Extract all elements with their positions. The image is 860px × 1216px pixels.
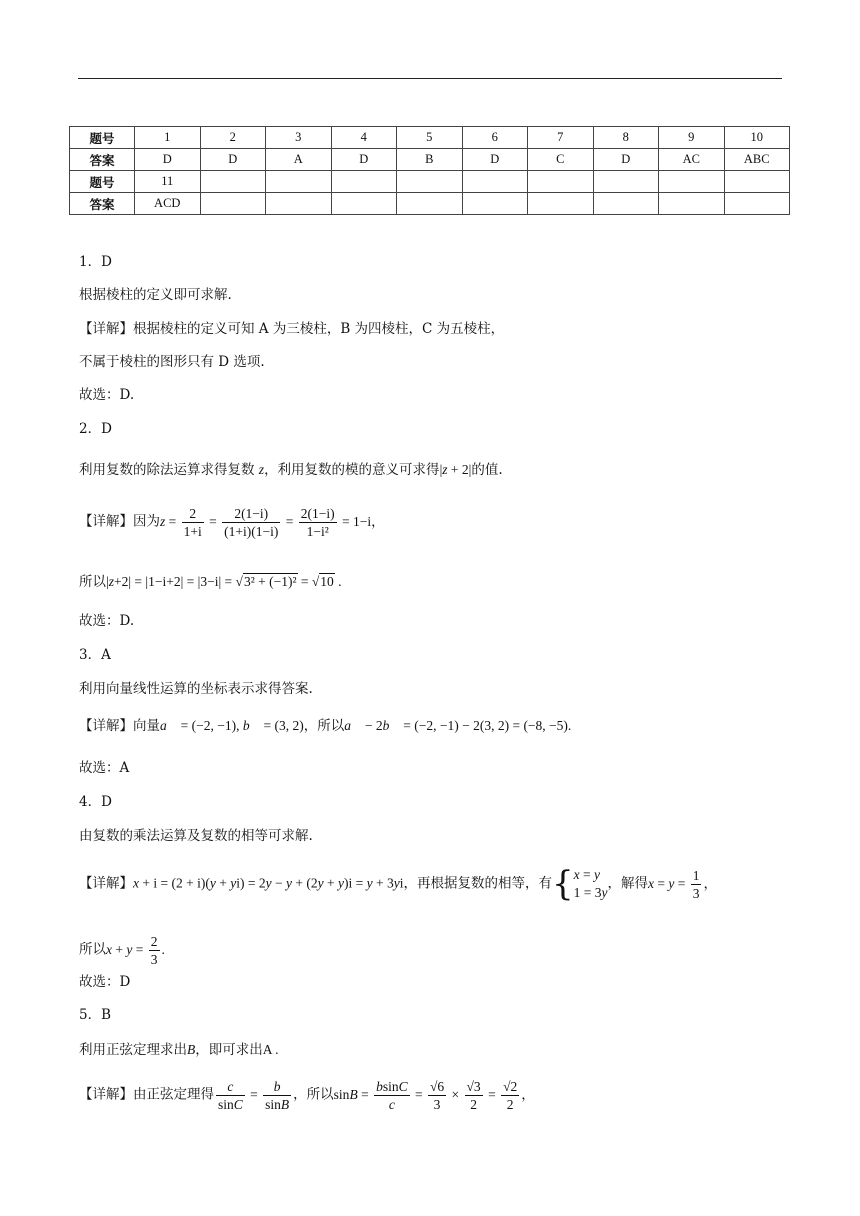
cell [462, 171, 528, 193]
cell: 5 [397, 127, 463, 149]
detail-text: ，再根据复数的相等，有 [403, 875, 552, 892]
q1-heading: 1．D [79, 254, 112, 270]
hint-text: 的值. [471, 462, 503, 478]
cell: D [135, 149, 201, 171]
cell [200, 171, 266, 193]
row-label: 题号 [70, 171, 135, 193]
q4-choose: 故选：D [79, 974, 131, 990]
hint-text: ，利用复数的模的意义可求得 [264, 462, 440, 478]
q1-detail [79, 320, 504, 338]
q1-detail-2: 不属于棱柱的图形只有 D 选项. [79, 354, 265, 370]
cell: D [593, 149, 659, 171]
detail-text: 由正弦定理得 [133, 1086, 214, 1103]
detail-tag: 【详解】 [79, 1086, 133, 1103]
cell: 2 [200, 127, 266, 149]
q2-heading: 2．D [79, 421, 112, 437]
q3-choose: 故选：A [79, 760, 130, 776]
math-expression: x = y = $\frac{1}{3}$ ， [647, 867, 717, 901]
cell [266, 171, 332, 193]
answer-table [69, 126, 790, 215]
cell: ABC [724, 149, 790, 171]
math-expression: x + i = (2 + i)(y + yi) = 2y − y + (2y + y)i = y + 3yi [133, 875, 404, 891]
row-label: 题号 [70, 127, 135, 149]
math-expression: sinB = $\frac{bsinC}{c}$ = $\frac{√6}{3}$ × $\frac{√3}{2}$ = $\frac{√2}{2}$ ， [333, 1079, 535, 1112]
math-expression: a⃗ = (−2, −1), b⃗ = (3, 2) [160, 718, 304, 733]
cell: B [397, 149, 463, 171]
q5-heading: 5．B [79, 1007, 112, 1023]
cell [397, 193, 463, 215]
math-system: x = y 1 = 3y [573, 867, 608, 900]
cell [593, 171, 659, 193]
q4-detail [79, 866, 717, 902]
table-row [70, 149, 790, 171]
cell [462, 193, 528, 215]
cell [528, 193, 594, 215]
detail-tag: 【详解】 [79, 718, 133, 734]
detail-tag: 【详解】 [79, 875, 133, 892]
math-expression: |z+2| = |1−i+2| = |3−i| = √3² + (−1)² = √10 . [106, 574, 342, 589]
table-row [70, 127, 790, 149]
detail-text: ，解得 [607, 875, 648, 892]
cell: C [528, 149, 594, 171]
math-z: z [258, 462, 265, 477]
q1-choose: 故选：D. [79, 387, 135, 403]
q4-detail-2 [79, 933, 165, 968]
cell: 4 [331, 127, 397, 149]
cell [724, 171, 790, 193]
q2-detail [79, 505, 385, 540]
q2-detail-2 [79, 573, 342, 591]
cell: AC [659, 149, 725, 171]
math-expression: z = $\frac{2}{1+i}$ = $\frac{2(1-i)}{(1+i)(1-i)}$ = $\frac{2(1-i)}{\text{1−i²}}$ = 1−i， [160, 506, 385, 539]
q3-hint: 利用向量线性运算的坐标表示求得答案. [79, 681, 313, 697]
detail-text: 因为 [133, 513, 160, 530]
detail-text: 所以 [79, 941, 106, 958]
detail-text: ，所以 [293, 1086, 334, 1103]
hint-text: ，即可求出 [195, 1042, 263, 1058]
cell [331, 171, 397, 193]
cell [593, 193, 659, 215]
row-label: 答案 [70, 193, 135, 215]
cell [200, 193, 266, 215]
detail-text: 所以 [79, 574, 106, 590]
row-label: 答案 [70, 149, 135, 171]
cell [659, 171, 725, 193]
hint-text: 利用正弦定理求出 [79, 1042, 187, 1058]
cell: 7 [528, 127, 594, 149]
cell [659, 193, 725, 215]
q4-hint: 由复数的乘法运算及复数的相等可求解. [79, 828, 313, 844]
q3-detail [79, 717, 571, 735]
detail-text: ，所以 [303, 718, 345, 734]
cell [724, 193, 790, 215]
cell [266, 193, 332, 215]
cell: 3 [266, 127, 332, 149]
cell [397, 171, 463, 193]
cell: 8 [593, 127, 659, 149]
detail-text: 向量 [133, 718, 160, 734]
math-expression: $\frac{c}{\sin C}$ = $\frac{b}{\sin B}$ [218, 1079, 290, 1112]
brace: { [551, 864, 574, 904]
cell: D [331, 149, 397, 171]
cell: 6 [462, 127, 528, 149]
cell: D [462, 149, 528, 171]
cell [331, 193, 397, 215]
math-modulus: |z + 2| [439, 462, 472, 477]
detail-tag: 【详解】 [79, 321, 133, 337]
q2-choose: 故选：D. [79, 613, 135, 629]
cell [528, 171, 594, 193]
cell: 1 [135, 127, 201, 149]
math-expression: x + y = $\frac{2}{3}$ . [106, 934, 165, 967]
q2-hint [79, 461, 503, 479]
detail-text: 根据棱柱的定义可知 A 为三棱柱，B 为四棱柱，C 为五棱柱， [133, 321, 505, 337]
math-a: A . [262, 1042, 279, 1057]
hint-text: 利用复数的除法运算求得复数 [79, 462, 255, 478]
q3-heading: 3．A [79, 647, 111, 663]
cell: 11 [135, 171, 201, 193]
q5-detail [79, 1078, 535, 1113]
detail-tag: 【详解】 [79, 513, 133, 530]
q5-hint [79, 1041, 279, 1059]
header-rule [78, 78, 782, 79]
cell: ACD [135, 193, 201, 215]
table-row [70, 171, 790, 193]
cell: 9 [659, 127, 725, 149]
table-row [70, 193, 790, 215]
math-b: B [187, 1042, 196, 1057]
cell: 10 [724, 127, 790, 149]
q1-hint: 根据棱柱的定义即可求解. [79, 287, 232, 303]
cell: A [266, 149, 332, 171]
q4-heading: 4．D [79, 794, 112, 810]
cell: D [200, 149, 266, 171]
math-expression: a⃗ − 2b⃗ = (−2, −1) − 2(3, 2) = (−8, −5). [344, 718, 572, 733]
